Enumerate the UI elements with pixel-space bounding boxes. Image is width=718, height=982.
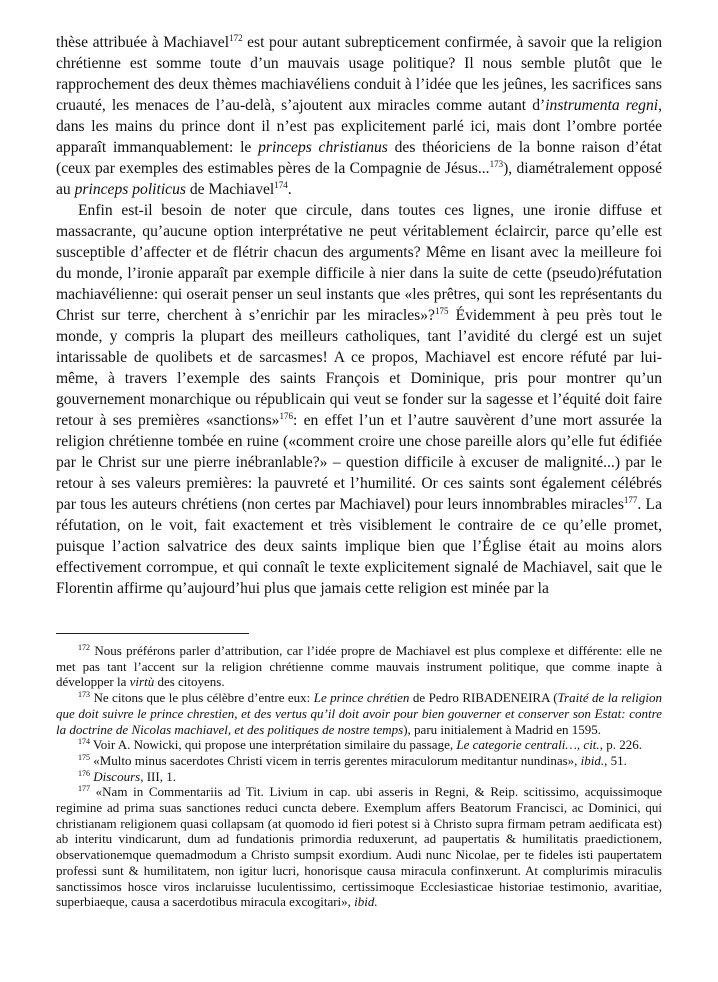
document-page (56, 32, 662, 910)
paragraph (56, 32, 662, 200)
footnote (56, 784, 662, 910)
footnote-ref: 172 (78, 643, 90, 652)
text-run: ), paru initialement à Madrid en 1595. (403, 721, 602, 737)
footnote-ref: 176 (78, 768, 90, 778)
footnote (56, 769, 662, 785)
italic-text: princeps christianus (258, 139, 388, 156)
text-run: des théoriciens de la bonne raison d’état (ceux par exemples des estimables pères de la Compagnie de Jésus... (56, 139, 662, 177)
text-run: «Multo minus sacerdotes Christi vicem in terris gerentes miraculorum meditantur nundinas», (90, 752, 581, 768)
text-run: Voir A. Nowicki, qui propose une interprétation similaire du passage, (90, 737, 457, 753)
footnotes (56, 643, 662, 910)
footnote-ref: 177 (78, 784, 90, 794)
text-run: , dans les mains du prince dont il n’est pas explicitement parlé ici, mais dont l’ombre portée apparaît immanquablement: le (56, 97, 662, 156)
footnote-ref: 177 (623, 495, 638, 505)
text-run: . (287, 181, 292, 198)
text-run: ), diamétralement opposé au (56, 160, 662, 198)
text-run: thèse attribuée à Machiavel (56, 34, 230, 51)
text-run: , III, 1. (140, 768, 176, 784)
text-run: Enfin est-il besoin de noter que circule, dans toutes ces lignes, une ironie diffuse et massacrante, qu’aucune option interprétative ne peut véritablement éclaircir, parce qu’elle est susceptible d’affecter et de flétrir chacun des arguments? Même en lisant avec la meilleure foi du monde, l’ironie apparaît par exemple difficile à nier dans la suite de cette (pseudo)réfutation machiavélienne: qui oserait penser un seul instants que «les prêtres, qui sont les représentants du Christ sur terre, cherchent à s’enrichir par les miracles»? (56, 202, 662, 324)
main-text (56, 32, 662, 599)
text-run: est pour autant subrepticement confirmée, à savoir que la religion chrétienne est somme toute d’un mauvais usage politique? Il nous semble plutôt que le rapprochement des deux thèmes machiavéliens conduit à l’idée que les jeûnes, les sacrifices sans cruauté, les menaces de l’au-delà, s’ajoutent aux miracles comme autant d’ (56, 34, 663, 114)
text-run: de Machiavel (185, 181, 275, 198)
italic-text: ibid. (354, 894, 378, 910)
text-run: : en effet l’un et l’autre sauvèrent d’une mort assurée la religion chrétienne tombée en ruine («comment croire une chose pareille alors qu’elle fut édifiée par le Christ sur une pierre inébranlable?» – question difficile à excuser de malignité...) par le retour à ses valeurs premières: la pauvreté et l’humilité. Or ces saints sont également célébrés par tous les auteurs chrétiens (non certes par Machiavel) pour leurs innombrables miracles (56, 412, 662, 513)
italic-text: Le categorie centrali…, cit. (456, 737, 600, 753)
text-run: . La réfutation, on le voit, fait exactement et très visiblement le contraire de ce qu’elle promet, puisque l’action salvatrice des deux saints implique bien que l’Église était au moins alors effectivement corrompue, et qui connaît le texte explicitement signalé de Machiavel, sait que le Florentin affirme qu’aujourd’hui plus que jamais cette religion est minée par la (56, 496, 662, 597)
footnote-ref: 173 (489, 159, 504, 169)
text-run: «Nam in Commentariis ad Tit. Livium in cap. ubi asseris in Regni, & Reip. scitissimo, acquissimoque regimine ad prima suas sanctiones reduci cuncta debere. Exemplum affers Beatorum Francisci, ac Dominici, qui christianam religionem quasi collapsam (at quomodo id fieri potest si à Christo supra firmam petram aedificata est) ab interitu vindicarunt, dum ad fundationis primordia reduxerunt, ad paupertatis & humilitatis praedictionem, observationemque quemadmodum a Christo sumpsit exordium. Audi nunc Nicolae, per te fideles isti paupertatem professi sunt & humilitatem, non igitur lucri, honorisque causa miracula confinxerunt. At complurimis miraculis sanctissimos hosce viros inclaruisse luculentissimo, certissimoque Ecclesiasticae historiae testimonio, avaritiae, superbiaeque, causa a sacerdotibus miracula excogitari», (56, 784, 662, 910)
footnote (56, 643, 662, 690)
italic-text: instrumenta regni (545, 97, 659, 114)
text-run: Ne citons que le plus célèbre d’entre eux: (90, 690, 314, 706)
italic-text: virtù (129, 674, 155, 690)
text-run: , 51. (604, 752, 627, 768)
footnote-ref: 173 (78, 690, 90, 700)
text-run: de Pedro RIBADENEIRA ( (409, 690, 558, 706)
footnote-ref: 176 (279, 411, 293, 421)
footnote-ref: 174 (274, 180, 288, 190)
footnote (56, 737, 662, 753)
italic-text: ibid. (580, 752, 605, 768)
footnote-separator (56, 633, 249, 634)
footnote (56, 690, 662, 737)
italic-text: Le prince chrétien (313, 690, 410, 706)
text-run: , p. 226. (599, 737, 642, 753)
footnote-ref: 172 (229, 33, 243, 43)
italic-text: Traité de la religion que doit suivre le prince chrestien, et des vertus qu’il doit avoir pour bien gouverner et conserver son Estat: contre la doctrine de Nicolas machiavel, et des politiques de nostre temps (56, 690, 662, 737)
footnote (56, 753, 662, 769)
text-run: des citoyens. (154, 674, 225, 690)
text-run: Évidemment à peu près tout le monde, y compris la plupart des meilleurs catholiques, tant l’avidité du clergé est un sujet intarissable de quolibets et de sarcasmes! A ce propos, Machiavel est encore réfuté par lui-même, à travers l’exemple des saints François et Dominique, pris pour montrer qu’un gouvernement monarchique ou républicain qui veut se fonder sur la sagesse et l’équité doit faire retour à ses premières «sanctions» (56, 307, 662, 429)
footnote-ref: 174 (78, 737, 90, 747)
paragraph (56, 200, 662, 599)
footnote-ref: 175 (434, 306, 449, 316)
italic-text: Discours (93, 768, 141, 784)
text-run: Nous préférons parler d’attribution, car l’idée propre de Machiavel est plus complexe et différente: elle ne met pas tant l’accent sur la religion chrétienne comme mauvais instrument politique, que comme inapte à développer la (56, 643, 662, 690)
footnote-ref: 175 (78, 752, 90, 762)
italic-text: princeps politicus (74, 181, 186, 198)
